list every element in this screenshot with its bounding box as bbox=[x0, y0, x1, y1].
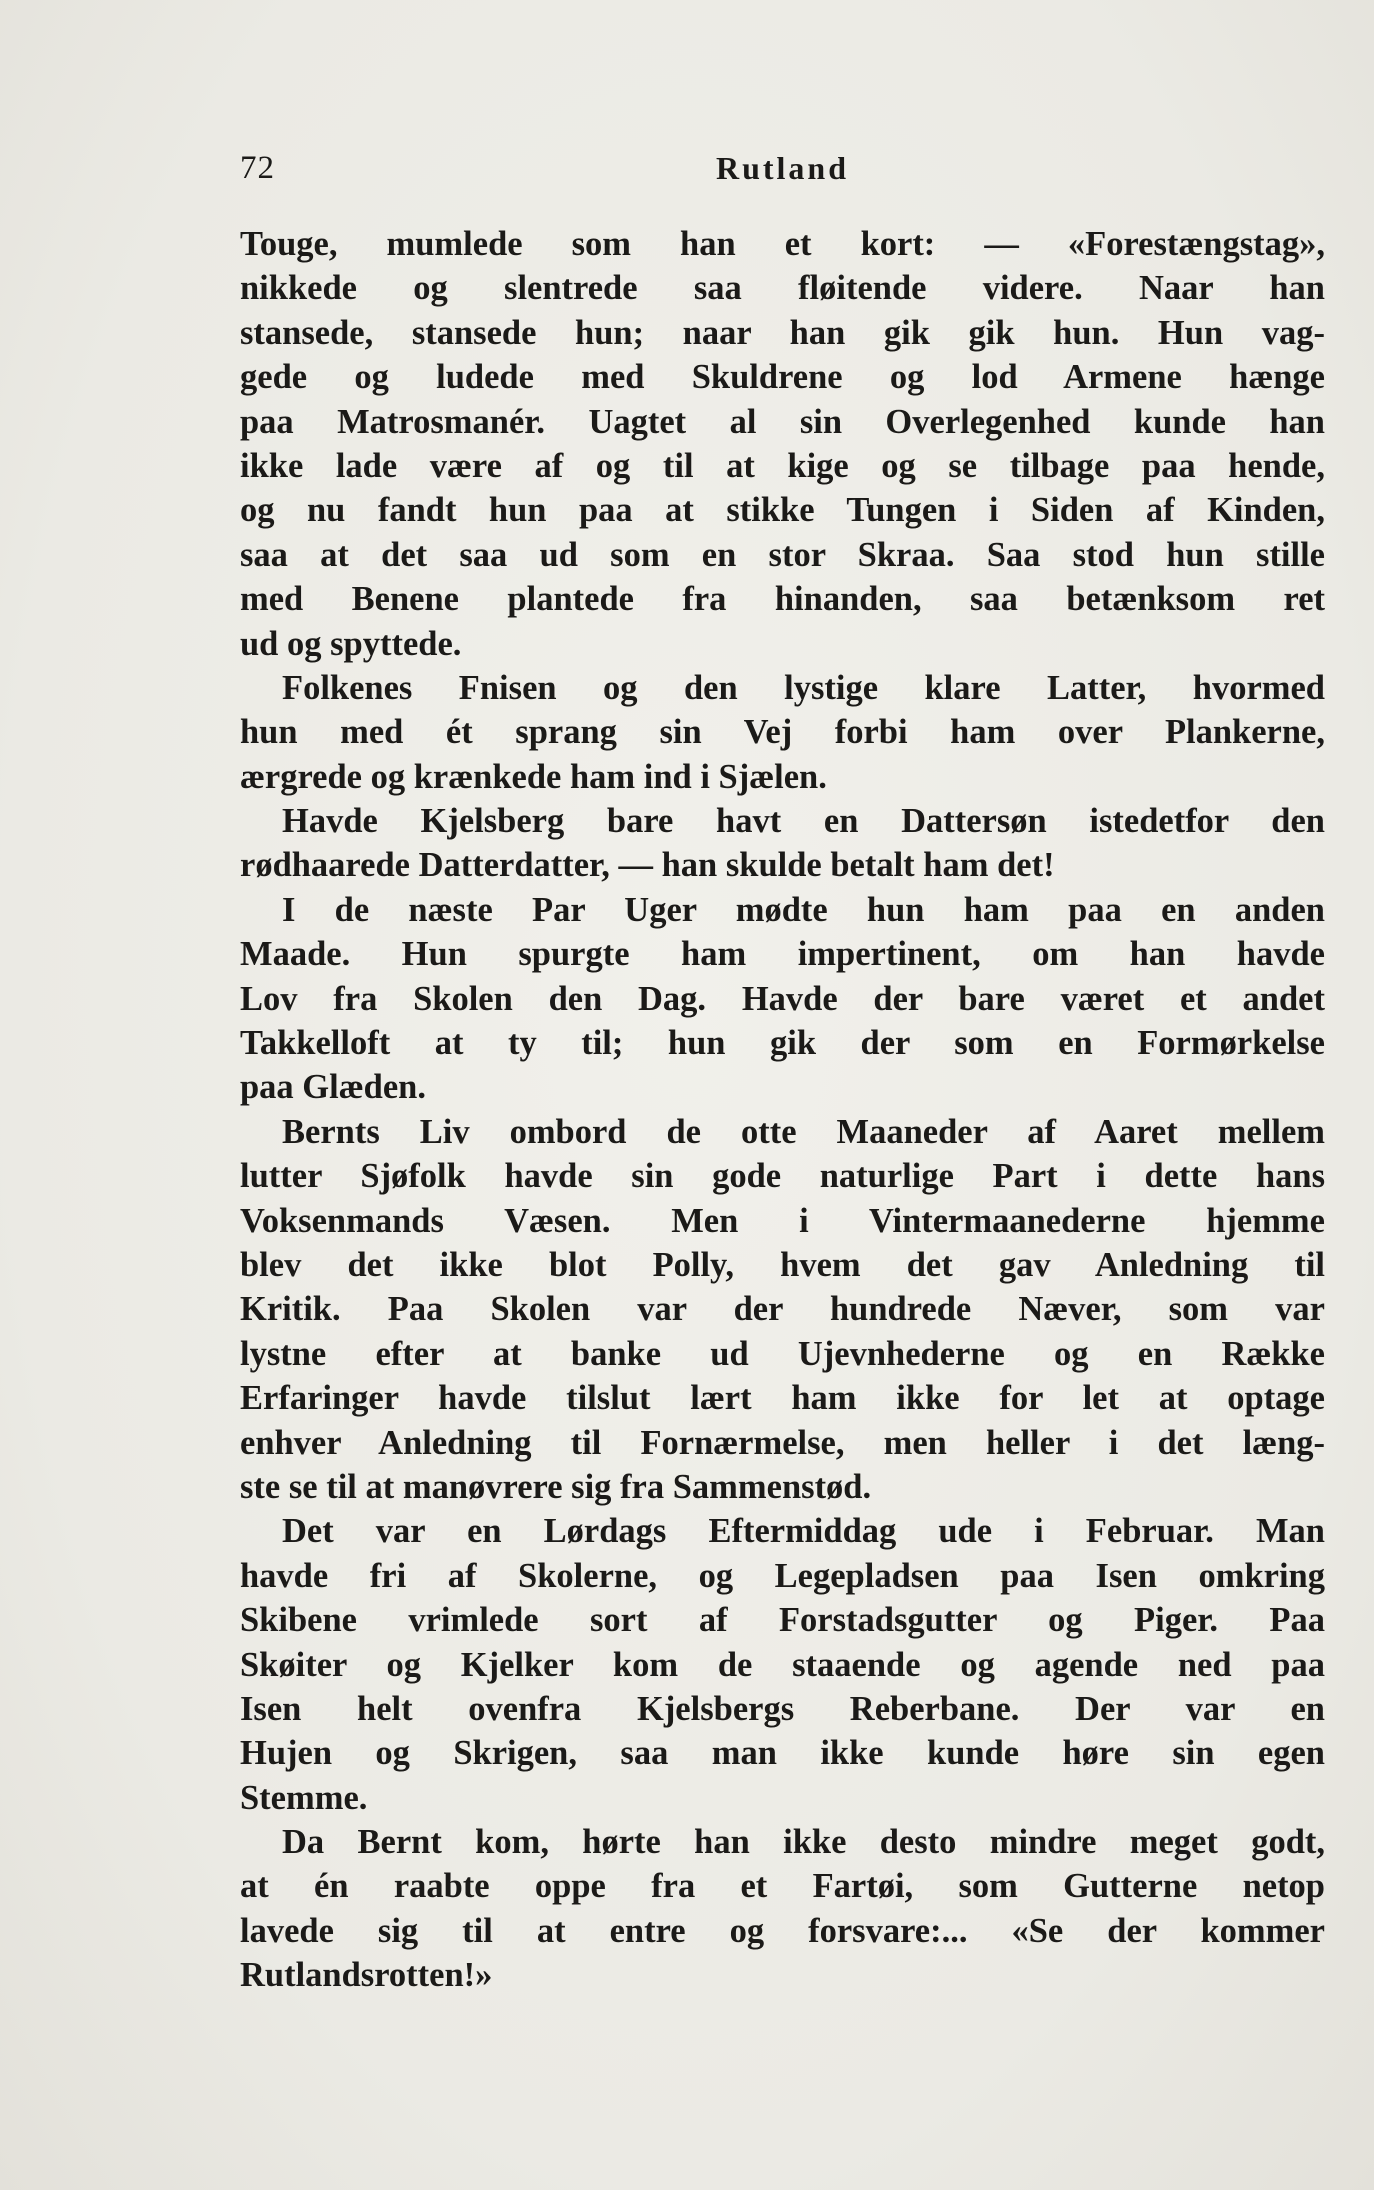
text-line: ærgrede og krænkede ham ind i Sjælen. bbox=[240, 757, 827, 796]
text-line: lavede sig til at entre og forsvare:... «Se der kommer bbox=[240, 1911, 1325, 1950]
text-line: Hujen og Skrigen, saa man ikke kunde høre sin egen bbox=[240, 1734, 1325, 1773]
text-line: hun med ét sprang sin Vej forbi ham over Plankerne, bbox=[240, 713, 1325, 752]
paragraph bbox=[240, 1110, 1325, 1510]
page-number: 72 bbox=[240, 150, 275, 186]
text-line: Kritik. Paa Skolen var der hundrede Næver, som var bbox=[240, 1290, 1325, 1329]
text-line: Rutlandsrotten!» bbox=[240, 1956, 493, 1995]
text-line: Skøiter og Kjelker kom de staaende og agende ned paa bbox=[240, 1645, 1325, 1684]
text-line: Isen helt ovenfra Kjelsbergs Reberbane. Der var en bbox=[240, 1689, 1325, 1728]
text-line: Touge, mumlede som han et kort: — «Forestængstag», bbox=[240, 225, 1325, 263]
text-line: havde fri af Skolerne, og Legepladsen paa Isen omkring bbox=[240, 1556, 1325, 1595]
text-line: Bernts Liv ombord de otte Maaneder af Aaret mellem bbox=[282, 1112, 1325, 1151]
text-line: Skibene vrimlede sort af Forstadsgutter og Piger. Paa bbox=[240, 1601, 1325, 1640]
text-line: og nu fandt hun paa at stikke Tungen i Siden af Kinden, bbox=[240, 491, 1325, 530]
text-line: blev det ikke blot Polly, hvem det gav Anledning til bbox=[240, 1245, 1325, 1284]
text-line: Folkenes Fnisen og den lystige klare Latter, hvormed bbox=[282, 668, 1325, 707]
text-line: Maade. Hun spurgte ham impertinent, om han havde bbox=[240, 935, 1325, 974]
text-line: Erfaringer havde tilslut lært ham ikke for let at optage bbox=[240, 1379, 1325, 1418]
text-line: paa Glæden. bbox=[240, 1068, 426, 1107]
running-title: Rutland bbox=[715, 150, 850, 186]
text-line: Stemme. bbox=[240, 1778, 368, 1817]
text-line: ste se til at manøvrere sig fra Sammenstød. bbox=[240, 1467, 872, 1506]
paragraph bbox=[240, 799, 1325, 888]
text-line: rødhaarede Datterdatter, — han skulde betalt ham det! bbox=[240, 846, 1055, 885]
text-line: saa at det saa ud som en stor Skraa. Saa stod hun stille bbox=[240, 535, 1325, 574]
text-line: nikkede og slentrede saa fløitende videre. Naar han bbox=[240, 269, 1325, 308]
paragraph bbox=[240, 1820, 1325, 1998]
text-line: med Benene plantede fra hinanden, saa betænksom ret bbox=[240, 580, 1325, 619]
text-line: gede og ludede med Skuldrene og lod Armene hænge bbox=[240, 358, 1325, 397]
paragraph bbox=[240, 1509, 1325, 1820]
text-line: Voksenmands Væsen. Men i Vintermaanederne hjemme bbox=[240, 1201, 1325, 1240]
text-line: I de næste Par Uger mødte hun ham paa en anden bbox=[282, 890, 1325, 929]
body-text bbox=[240, 222, 1325, 1998]
text-line: lutter Sjøfolk havde sin gode naturlige Part i dette hans bbox=[240, 1157, 1325, 1196]
text-line: Da Bernt kom, hørte han ikke desto mindre meget godt, bbox=[282, 1823, 1325, 1862]
text-line: stansede, stansede hun; naar han gik gik hun. Hun vag- bbox=[240, 313, 1325, 352]
text-line: Det var en Lørdags Eftermiddag ude i Februar. Man bbox=[282, 1512, 1325, 1551]
paragraph bbox=[240, 888, 1325, 1110]
text-line: enhver Anledning til Fornærmelse, men heller i det læng- bbox=[240, 1423, 1325, 1462]
text-line: lystne efter at banke ud Ujevnhederne og en Række bbox=[240, 1334, 1325, 1373]
paragraph bbox=[240, 666, 1325, 799]
text-line: Takkelloft at ty til; hun gik der som en Formørkelse bbox=[240, 1024, 1325, 1063]
running-head bbox=[240, 150, 1325, 198]
text-line: Lov fra Skolen den Dag. Havde der bare været et andet bbox=[240, 979, 1325, 1018]
text-line: ikke lade være af og til at kige og se tilbage paa hende, bbox=[240, 446, 1325, 485]
text-line: at én raabte oppe fra et Fartøi, som Gutterne netop bbox=[240, 1867, 1325, 1906]
text-line: ud og spyttede. bbox=[240, 624, 462, 663]
text-line: Havde Kjelsberg bare havt en Dattersøn istedetfor den bbox=[282, 802, 1325, 841]
paragraph bbox=[240, 222, 1325, 666]
text-line: paa Matrosmanér. Uagtet al sin Overlegenhed kunde han bbox=[240, 402, 1325, 441]
